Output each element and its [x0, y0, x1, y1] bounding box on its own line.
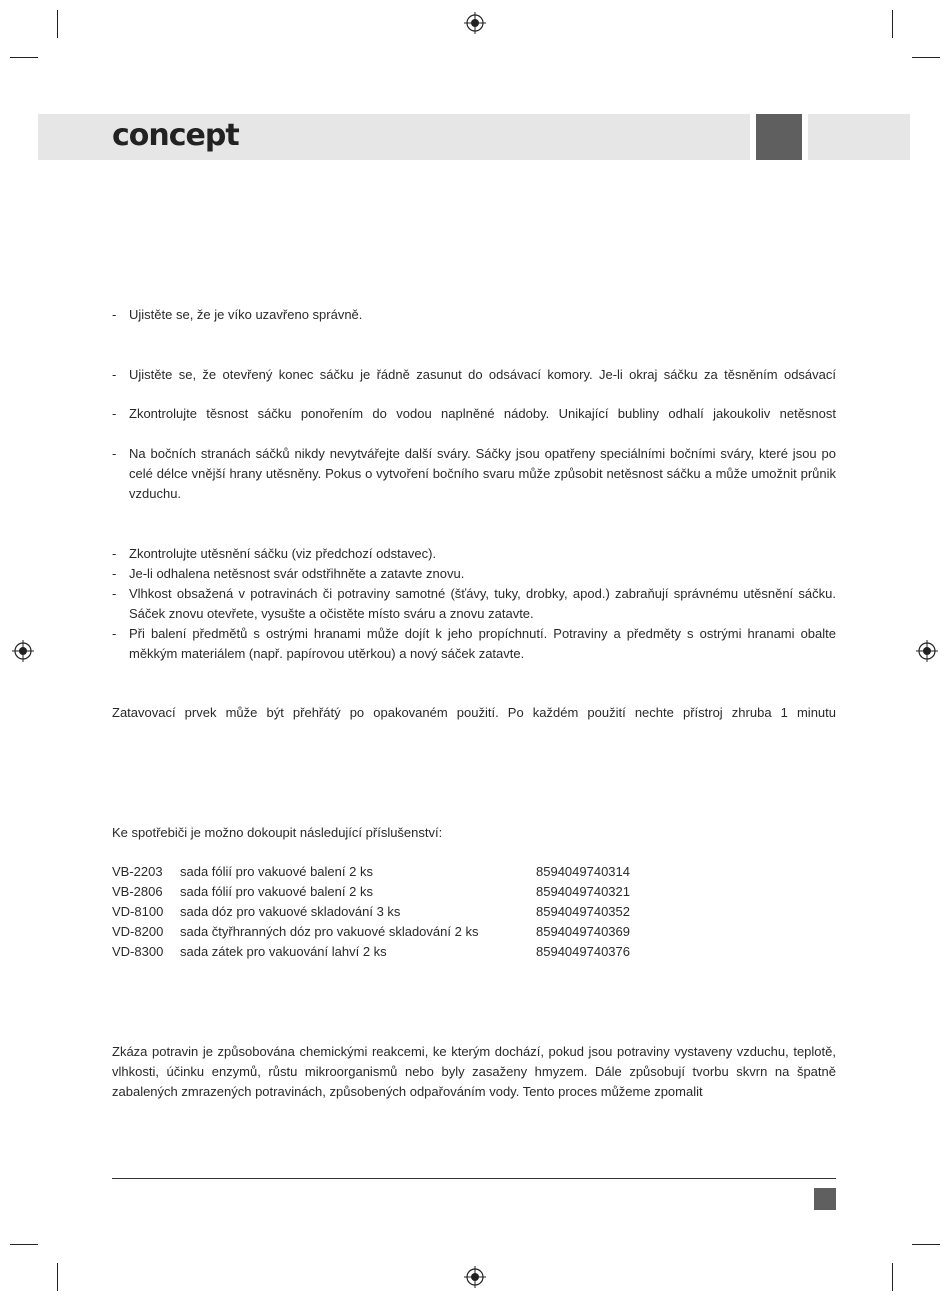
crop-mark — [10, 57, 38, 58]
list-item-text: Vlhkost obsažená v potravinách či potraviny samotné (šťávy, tuky, drobky, apod.) zabraňují správnému utěsnění sáčku. Sáček znovu otevřete, vysušte a očistěte místo sváru a znovu zatavte. — [129, 586, 836, 621]
list-item-text: Ujistěte se, že je víko uzavřeno správně. — [129, 307, 363, 322]
concept-logo: concept — [112, 118, 239, 153]
registration-mark-icon — [464, 1266, 486, 1288]
list-item — [112, 624, 836, 664]
accessory-code: VD-8200 — [112, 924, 164, 939]
table-row — [112, 902, 836, 922]
accessory-ean: 8594049740314 — [536, 864, 630, 879]
list-dash: - — [112, 586, 117, 601]
list-item-text: Je-li odhalena netěsnost svár odstřihněte a zatavte znovu. — [129, 566, 465, 581]
accessory-ean: 8594049740369 — [536, 924, 630, 939]
table-row — [112, 862, 836, 882]
accessory-code: VB-2203 — [112, 864, 163, 879]
crop-mark — [912, 57, 940, 58]
list-dash: - — [112, 406, 117, 421]
accessory-code: VD-8300 — [112, 944, 164, 959]
list-dash: - — [112, 566, 117, 581]
accessory-description: sada zátek pro vakuování lahví 2 ks — [180, 944, 387, 959]
list-item — [112, 365, 836, 385]
list-dash: - — [112, 307, 117, 322]
table-row — [112, 942, 836, 962]
crop-mark — [892, 10, 893, 38]
crop-mark — [57, 1263, 58, 1291]
list-item-text: Ujistěte se, že otevřený konec sáčku je řádně zasunut do odsávací komory. Je-li okraj sáčku za těsněním odsávací — [129, 367, 836, 382]
accessory-description: sada čtyřhranných dóz pro vakuové skladování 2 ks — [180, 924, 479, 939]
registration-mark-icon — [916, 640, 938, 662]
list-item — [112, 305, 836, 325]
list-item-text: Na bočních stranách sáčků nikdy nevytvářejte další sváry. Sáčky jsou opatřeny speciálními bočními sváry, které jsou po celé délce vnější hrany utěsněny. Pokus o vytvoření bočního svaru může způsobit netěsnost sáčku a může umožnit průnik vzduchu. — [129, 446, 836, 501]
list-item-text: Zkontrolujte utěsnění sáčku (viz předchozí odstavec). — [129, 546, 437, 561]
header-page-square — [756, 114, 802, 160]
accessory-ean: 8594049740352 — [536, 904, 630, 919]
list-item — [112, 584, 836, 624]
accessory-description: sada fólií pro vakuové balení 2 ks — [180, 864, 373, 879]
accessory-code: VB-2806 — [112, 884, 163, 899]
paragraph-food-spoilage: Zkáza potravin je způsobována chemickými reakcemi, ke kterým dochází, pokud jsou potraviny vystaveny vzduchu, teplotě, vlhkosti, účinku enzymů, růstu mikroorganismů nebo byly zasaženy hmyzem. Dále způsobují tvorbu skvrn na špatně zabalených zmrazených potravinách, způsobených odpařováním vody. Tento proces můžeme zpomalit — [112, 1044, 836, 1099]
crop-mark — [892, 1263, 893, 1291]
header-right-bar — [808, 114, 910, 160]
list-item — [112, 564, 836, 584]
list-dash: - — [112, 546, 117, 561]
crop-mark — [57, 10, 58, 38]
accessory-description: sada fólií pro vakuové balení 2 ks — [180, 884, 373, 899]
footer-page-square — [814, 1188, 836, 1210]
accessory-code: VD-8100 — [112, 904, 164, 919]
accessory-ean: 8594049740376 — [536, 944, 630, 959]
accessories-intro: Ke spotřebiči je možno dokoupit následující příslušenství: — [112, 825, 443, 840]
footer-divider — [112, 1178, 836, 1179]
registration-mark-icon — [12, 640, 34, 662]
accessory-ean: 8594049740321 — [536, 884, 630, 899]
table-row — [112, 882, 836, 902]
list-item — [112, 404, 836, 424]
accessory-description: sada dóz pro vakuové skladování 3 ks — [180, 904, 401, 919]
paragraph-heater: Zatavovací prvek může být přehřátý po opakovaném použití. Po každém použití nechte přístroj zhruba 1 minutu — [112, 705, 836, 720]
list-dash: - — [112, 367, 117, 382]
registration-mark-icon — [464, 12, 486, 34]
list-item-text: Při balení předmětů s ostrými hranami může dojít k jeho propíchnutí. Potraviny a předměty s ostrými hranami obalte měkkým materiálem (např. papírovou utěrkou) a nový sáček zatavte. — [129, 626, 836, 661]
crop-mark — [10, 1244, 38, 1245]
list-item-text: Zkontrolujte těsnost sáčku ponořením do vodou naplněné nádoby. Unikající bubliny odhalí jakoukoliv netěsnost — [129, 406, 836, 421]
list-item — [112, 444, 836, 504]
crop-mark — [912, 1244, 940, 1245]
table-row — [112, 922, 836, 942]
list-dash: - — [112, 626, 117, 641]
list-dash: - — [112, 446, 117, 461]
list-item — [112, 544, 836, 564]
